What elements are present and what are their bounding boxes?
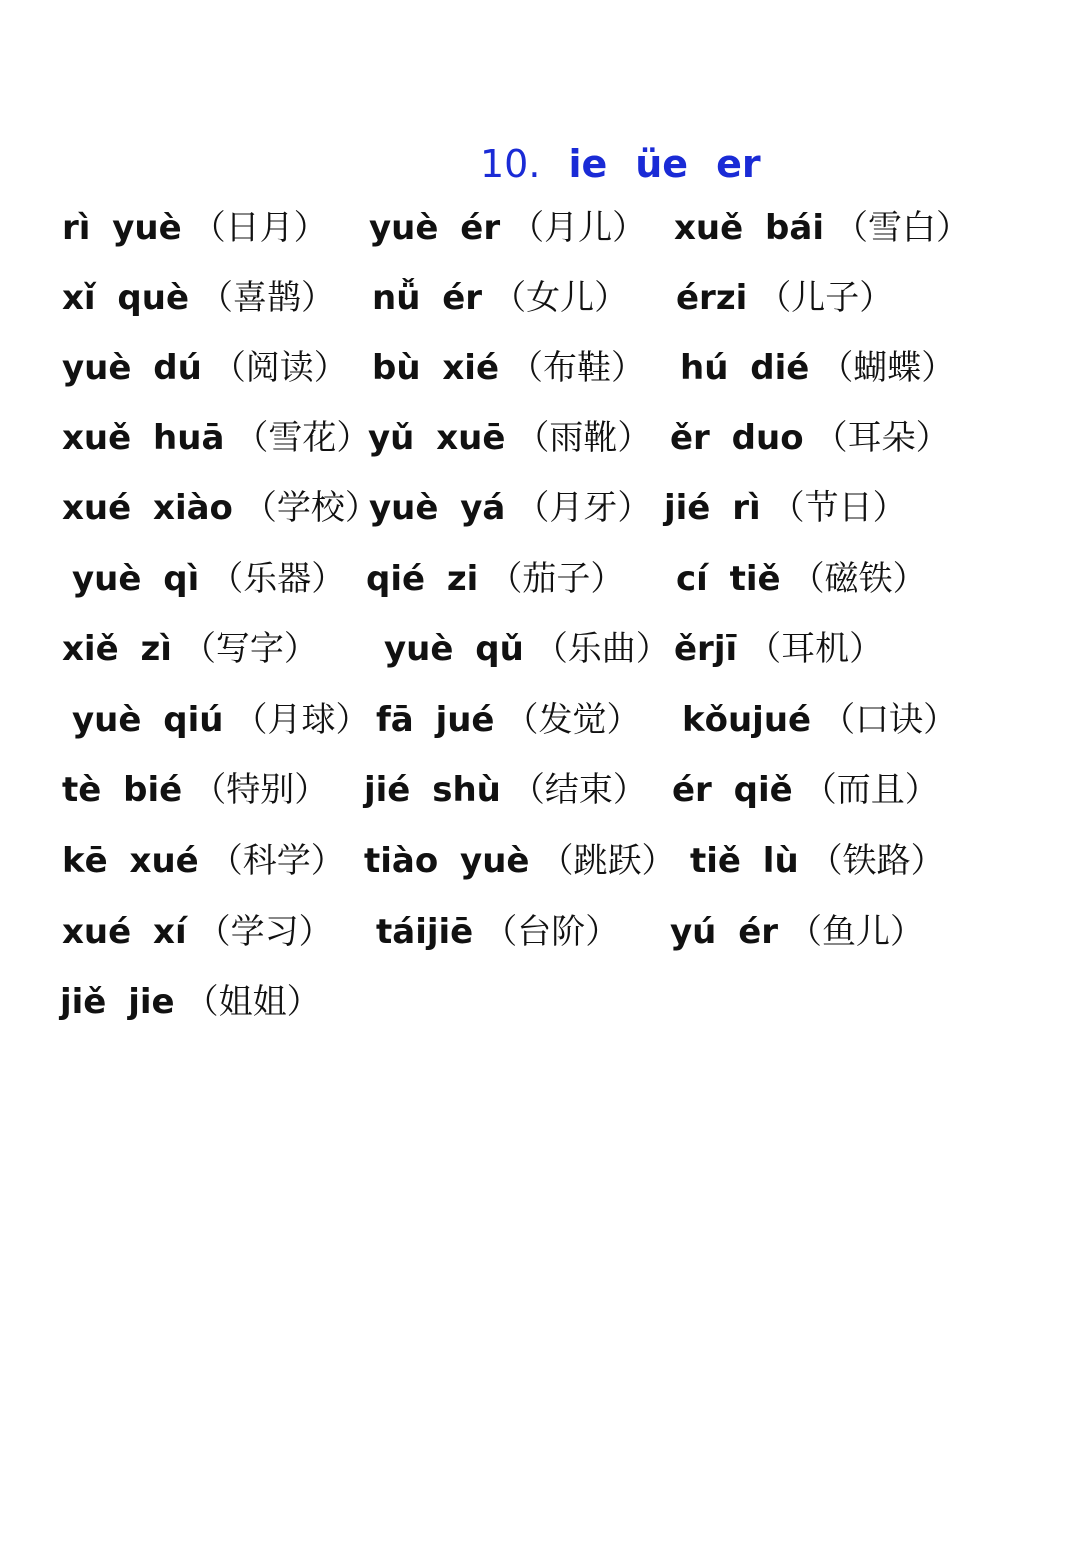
word-entry <box>682 690 957 750</box>
word-row <box>0 831 1080 891</box>
lesson-title <box>480 137 761 191</box>
word-entry <box>384 619 670 679</box>
hanzi-text: （蝴蝶） <box>819 348 956 388</box>
title-syllable-er: er <box>716 142 761 186</box>
hanzi-text: （科学） <box>208 841 345 881</box>
word-entry <box>690 831 945 891</box>
hanzi-text: （雪花） <box>234 418 371 458</box>
title-syllable-ie: ie <box>568 142 608 186</box>
hanzi-text: （月牙） <box>515 488 652 528</box>
word-entry <box>62 760 328 820</box>
hanzi-text: （跳跃） <box>539 841 676 881</box>
hanzi-text: （学习） <box>196 912 333 952</box>
hanzi-text: （月球） <box>233 700 370 740</box>
word-entry <box>664 478 907 538</box>
hanzi-text: （台阶） <box>483 912 620 952</box>
word-entry <box>62 478 379 538</box>
word-entry <box>369 478 651 538</box>
hanzi-text: （乐曲） <box>533 629 670 669</box>
pinyin-text: jié rì <box>664 488 761 528</box>
word-entry <box>680 338 955 398</box>
word-entry <box>364 760 647 820</box>
word-entry <box>672 760 939 820</box>
word-entry <box>62 198 328 258</box>
pinyin-text: bù xié <box>372 348 500 388</box>
word-row <box>0 760 1080 820</box>
word-entry <box>368 408 651 468</box>
hanzi-text: （学校） <box>242 488 379 528</box>
pinyin-text: fā jué <box>376 700 495 740</box>
word-entry <box>62 408 370 468</box>
word-entry <box>72 549 345 609</box>
pinyin-text: ěr duo <box>670 418 804 458</box>
pinyin-text: tiě lù <box>690 841 799 881</box>
word-row <box>0 690 1080 750</box>
word-row <box>0 198 1080 258</box>
word-entry <box>676 549 927 609</box>
pinyin-text: yuè ér <box>369 208 501 248</box>
hanzi-text: （女儿） <box>492 278 629 318</box>
word-entry <box>670 408 950 468</box>
pinyin-text: xiě zì <box>62 629 172 669</box>
word-entry <box>364 831 675 891</box>
hanzi-text: （口诀） <box>821 700 958 740</box>
hanzi-text: （磁铁） <box>790 559 927 599</box>
hanzi-text: （阅读） <box>211 348 348 388</box>
hanzi-text: （乐器） <box>209 559 346 599</box>
word-entry <box>676 268 893 328</box>
pinyin-text: kǒujué <box>682 700 812 740</box>
hanzi-text: （雪白） <box>833 208 970 248</box>
word-entry <box>366 549 624 609</box>
pinyin-text: yǔ xuē <box>368 418 506 458</box>
word-entry <box>674 198 970 258</box>
pinyin-text: érzi <box>676 278 748 318</box>
pinyin-text: hú dié <box>680 348 810 388</box>
hanzi-text: （布鞋） <box>509 348 646 388</box>
pinyin-text: cí tiě <box>676 559 781 599</box>
word-entry <box>376 902 619 962</box>
word-entry <box>62 268 335 328</box>
title-syllable-ue: üe <box>635 142 689 186</box>
word-entry <box>674 619 883 679</box>
pinyin-text: rì yuè <box>62 208 182 248</box>
pinyin-text: ér qiě <box>672 770 793 810</box>
pinyin-text: yuè qǔ <box>384 629 524 669</box>
word-entry <box>72 690 369 750</box>
hanzi-text: （耳机） <box>747 629 884 669</box>
word-row <box>0 268 1080 328</box>
hanzi-text: （写字） <box>181 629 318 669</box>
word-entry <box>376 690 641 750</box>
pinyin-text: jiě jie <box>60 982 175 1022</box>
hanzi-text: （特别） <box>192 770 329 810</box>
hanzi-text: （月儿） <box>510 208 647 248</box>
pinyin-text: nǚ ér <box>372 278 483 318</box>
word-entry <box>670 902 924 962</box>
word-row <box>0 549 1080 609</box>
hanzi-text: （雨靴） <box>515 418 652 458</box>
pinyin-text: yuè qì <box>72 559 200 599</box>
pinyin-text: xuě huā <box>62 418 225 458</box>
hanzi-text: （姐姐） <box>184 982 321 1022</box>
pinyin-text: xué xiào <box>62 488 233 528</box>
word-entry <box>62 338 348 398</box>
word-entry <box>372 338 645 398</box>
pinyin-text: xué xí <box>62 912 187 952</box>
hanzi-text: （而且） <box>802 770 939 810</box>
pinyin-text: yuè qiú <box>72 700 224 740</box>
word-row <box>0 619 1080 679</box>
word-entry <box>62 619 318 679</box>
pinyin-text: jié shù <box>364 770 501 810</box>
hanzi-text: （节日） <box>770 488 907 528</box>
pinyin-text: xuě bái <box>674 208 824 248</box>
hanzi-text: （日月） <box>191 208 328 248</box>
pinyin-text: xǐ què <box>62 278 190 318</box>
pinyin-text: kē xué <box>62 841 199 881</box>
pinyin-text: yuè yá <box>369 488 506 528</box>
word-row <box>0 902 1080 962</box>
hanzi-text: （儿子） <box>757 278 894 318</box>
pinyin-text: qié zi <box>366 559 479 599</box>
pinyin-text: tiào yuè <box>364 841 530 881</box>
hanzi-text: （茄子） <box>488 559 625 599</box>
pinyin-text: yuè dú <box>62 348 202 388</box>
hanzi-text: （发觉） <box>504 700 641 740</box>
pinyin-text: táijiē <box>376 912 474 952</box>
pinyin-text: tè bié <box>62 770 183 810</box>
word-row <box>0 408 1080 468</box>
lesson-number: 10. <box>480 142 541 186</box>
word-entry <box>372 268 628 328</box>
hanzi-text: （铁路） <box>808 841 945 881</box>
word-entry <box>60 972 321 1032</box>
pinyin-text: ěrjī <box>674 629 738 669</box>
word-row <box>0 478 1080 538</box>
pinyin-text: yú ér <box>670 912 779 952</box>
hanzi-text: （喜鹊） <box>199 278 336 318</box>
hanzi-text: （耳朵） <box>813 418 950 458</box>
word-entry <box>369 198 646 258</box>
word-row <box>0 338 1080 398</box>
word-row <box>0 972 1080 1032</box>
word-entry <box>62 831 345 891</box>
hanzi-text: （鱼儿） <box>788 912 925 952</box>
word-entry <box>62 902 333 962</box>
hanzi-text: （结束） <box>510 770 647 810</box>
